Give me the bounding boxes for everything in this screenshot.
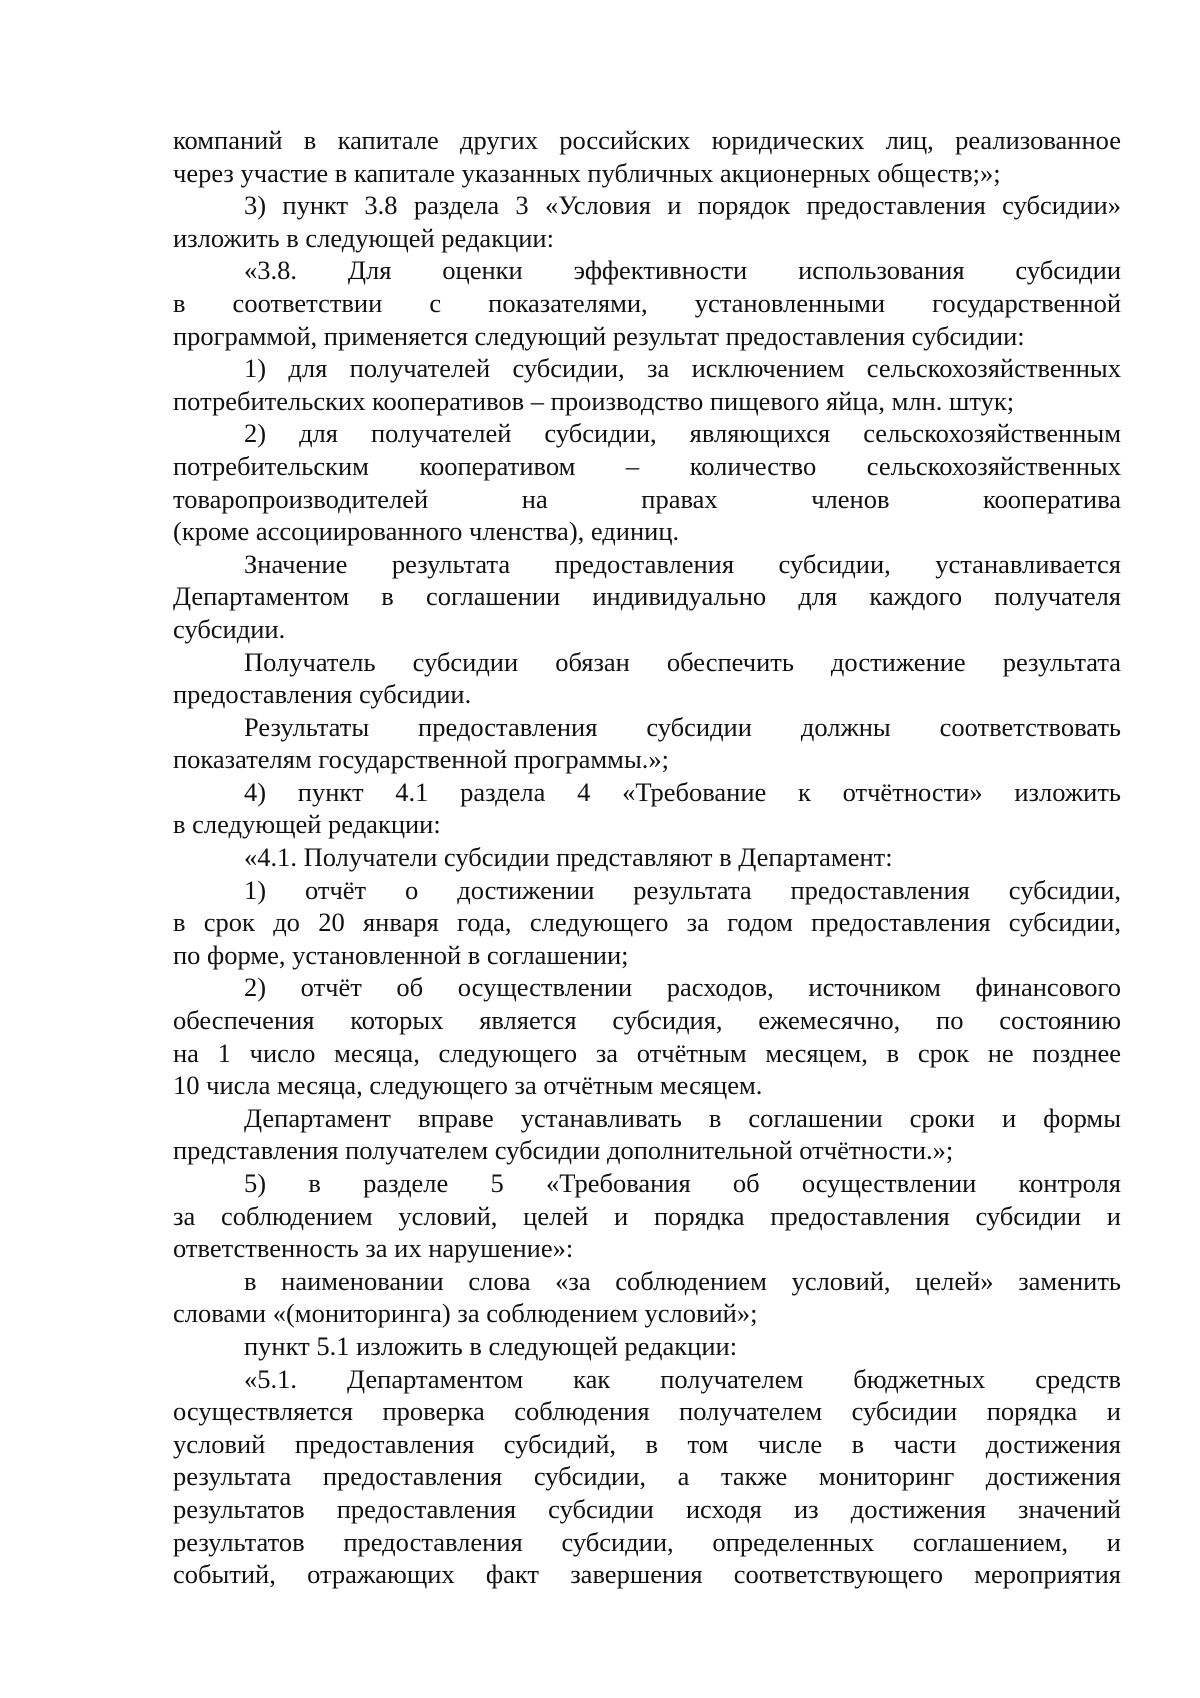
text-line: условий предоставления субсидий, в том числе в части достижения [173, 1428, 1121, 1459]
text-line: товаропроизводителей на правах членов кооператива [173, 483, 1121, 514]
text-line: потребительских кооперативов – производство пищевого яйца, млн. штук; [173, 385, 1015, 416]
text-line: событий, отражающих факт завершения соответствующего мероприятия [173, 1559, 1121, 1590]
text-line: «4.1. Получатели субсидии представляют в Департамент: [244, 842, 893, 873]
text-line: в срок до 20 января года, следующего за годом предоставления субсидии, [173, 907, 1121, 938]
text-line: предоставления субсидии. [173, 679, 472, 710]
text-line: ответственность за их нарушение»: [173, 1233, 574, 1264]
text-line: 2) для получателей субсидии, являющихся сельскохозяйственным [244, 418, 1121, 449]
text-line: обеспечения которых является субсидия, ежемесячно, по состоянию [173, 1005, 1121, 1036]
text-line: «3.8. Для оценки эффективности использования субсидии [244, 255, 1121, 286]
text-line: словами «(мониторинга) за соблюдением условий»; [173, 1298, 758, 1329]
text-line: «5.1. Департаментом как получателем бюджетных средств [244, 1363, 1121, 1394]
text-line: на 1 число месяца, следующего за отчётным месяцем, в срок не позднее [173, 1037, 1121, 1068]
text-line: в следующей редакции: [173, 809, 441, 840]
text-line: Получатель субсидии обязан обеспечить достижение результата [244, 646, 1121, 677]
text-line: компаний в капитале других российских юридических лиц, реализованное [173, 125, 1121, 155]
text-line: потребительским кооперативом – количество сельскохозяйственных [173, 450, 1121, 481]
text-line: Департаментом в соглашении индивидуально для каждого получателя [173, 581, 1121, 612]
text-line: 10 числа месяца, следующего за отчётным месяцем. [173, 1070, 763, 1101]
text-line: в соответствии с показателями, установленными государственной [173, 287, 1121, 318]
text-line: за соблюдением условий, целей и порядка предоставления субсидии и [173, 1200, 1121, 1231]
text-line: результатов предоставления субсидии исходя из достижения значений [173, 1493, 1121, 1524]
text-line: 1) отчёт о достижении результата предоставления субсидии, [244, 874, 1121, 905]
text-line: пункт 5.1 изложить в следующей редакции: [244, 1330, 738, 1361]
text-line: 1) для получателей субсидии, за исключением сельскохозяйственных [244, 353, 1121, 384]
text-line: осуществляется проверка соблюдения получателем субсидии порядка и [173, 1396, 1121, 1427]
text-line: в наименовании слова «за соблюдением условий, целей» заменить [244, 1265, 1121, 1296]
text-line: (кроме ассоциированного членства), единиц. [173, 516, 680, 547]
text-line: субсидии. [173, 613, 286, 644]
text-line: изложить в следующей редакции: [173, 222, 554, 253]
text-line: представления получателем субсидии дополнительной отчётности.»; [173, 1135, 954, 1166]
text-line: 4) пункт 4.1 раздела 4 «Требование к отчётности» изложить [244, 776, 1121, 807]
text-line: Результаты предоставления субсидии должны соответствовать [244, 711, 1121, 742]
text-line: результатов предоставления субсидии, определенных соглашением, и [173, 1526, 1121, 1557]
text-line: программой, применяется следующий результат предоставления субсидии: [173, 320, 1025, 351]
document-body-text [173, 124, 1121, 1591]
text-line: результата предоставления субсидии, а также мониторинг достижения [173, 1461, 1121, 1492]
text-line: по форме, установленной в соглашении; [173, 939, 629, 970]
text-line: Департамент вправе устанавливать в соглашении сроки и формы [244, 1102, 1121, 1133]
text-line: 2) отчёт об осуществлении расходов, источником финансового [244, 972, 1121, 1003]
text-line: 5) в разделе 5 «Требования об осуществлении контроля [244, 1168, 1121, 1198]
text-line: Значение результата предоставления субсидии, устанавливается [244, 548, 1121, 579]
text-line: через участие в капитале указанных публичных акционерных обществ;»; [173, 157, 1001, 188]
text-line: показателям государственной программы.»; [173, 744, 669, 775]
text-line: 3) пункт 3.8 раздела 3 «Условия и порядок предоставления субсидии» [244, 190, 1121, 221]
